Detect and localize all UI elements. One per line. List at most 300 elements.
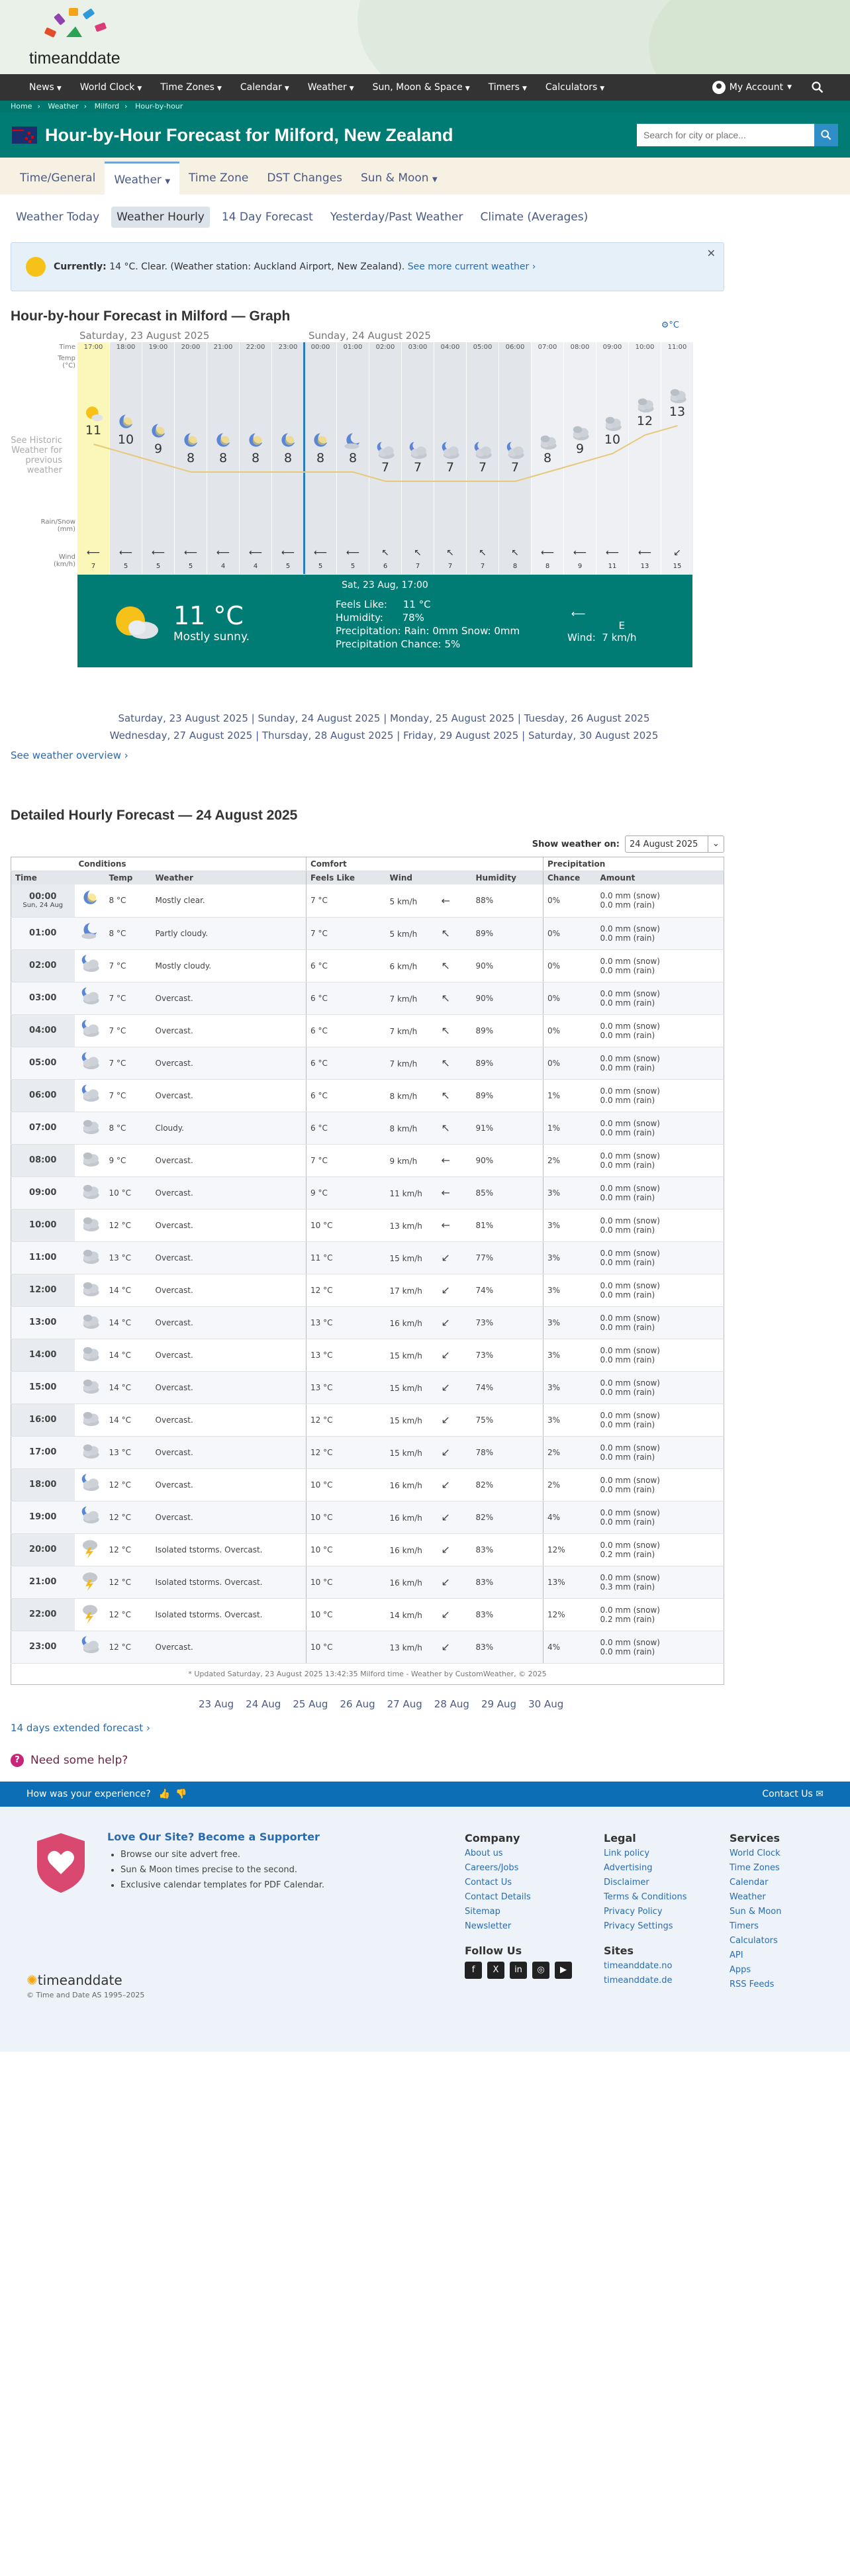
row-wind — [386, 1306, 472, 1339]
date-select[interactable] — [625, 835, 724, 853]
row-humidity: 82% — [472, 1468, 543, 1501]
breadcrumb: Home › Weather › Milford › Hour-by-hour — [0, 101, 850, 113]
tab-dst-changes[interactable]: DST Changes — [267, 171, 342, 185]
row-chance: 0% — [543, 917, 596, 949]
nav-timers[interactable] — [479, 82, 536, 93]
user-icon — [712, 81, 726, 94]
footer-link[interactable]: RSS Feeds — [730, 1979, 775, 1989]
table-row — [11, 917, 724, 949]
table-row — [11, 1436, 724, 1468]
row-time — [11, 1306, 75, 1339]
row-time — [11, 1014, 75, 1047]
row-amount — [596, 982, 724, 1014]
tab-time-zone[interactable]: Time Zone — [189, 171, 249, 185]
youtube-icon[interactable]: ▶ — [555, 1962, 572, 1979]
footer-link[interactable]: Advertising — [604, 1862, 653, 1873]
search-icon[interactable] — [812, 81, 824, 93]
tab-past-weather[interactable]: Yesterday/Past Weather — [330, 211, 463, 224]
row-wind — [386, 1047, 472, 1079]
hour-temp: 10 — [604, 432, 621, 447]
time-value: 20:00 — [29, 1545, 57, 1554]
hour-temp: 8 — [218, 451, 228, 465]
wind-arrow-icon: ⟵ — [281, 548, 295, 558]
row-chance: 3% — [543, 1274, 596, 1306]
title-bar — [0, 113, 850, 158]
col-weather: Weather — [152, 871, 307, 885]
row-amount — [596, 1079, 724, 1112]
footer-link[interactable]: Calendar — [730, 1877, 769, 1887]
facebook-icon[interactable]: f — [465, 1962, 482, 1979]
wind-direction-icon: ← — [441, 1219, 450, 1231]
detail-feels: Feels Like: 11 °C — [336, 598, 431, 610]
tstorm-icon — [75, 1598, 105, 1631]
hour-wind-speed: 5 — [156, 563, 161, 570]
footer-link[interactable]: Calculators — [730, 1935, 778, 1946]
site-logo[interactable] — [26, 7, 146, 69]
footer-link[interactable]: Timers — [730, 1921, 759, 1931]
pager-link[interactable]: 29 Aug — [481, 1697, 517, 1710]
snow-amount: 0.0 mm (snow) — [600, 1378, 660, 1388]
nav-world-clock[interactable] — [71, 82, 152, 93]
thumbs-down-icon[interactable]: 👎 — [175, 1788, 187, 1799]
wind-value: 5 km/h — [389, 896, 418, 906]
help-link[interactable] — [11, 1754, 850, 1767]
hour-wind-speed: 13 — [640, 563, 649, 570]
wind-direction-icon: ↖ — [441, 959, 450, 972]
cloudy-icon — [75, 1176, 105, 1209]
cloudy-icon — [75, 1112, 105, 1144]
wind-value: 17 km/h — [389, 1286, 422, 1296]
nav-label: Sun, Moon & Space — [372, 82, 463, 93]
table-row — [11, 1631, 724, 1663]
wind-value: 7 km/h — [389, 994, 418, 1004]
day-link[interactable]: Tuesday, 26 August 2025 — [524, 712, 650, 724]
cloudy-night-icon — [75, 1501, 105, 1533]
row-wind — [386, 1176, 472, 1209]
row-temp: 14 °C — [105, 1306, 152, 1339]
footer-link[interactable]: Contact Details — [465, 1891, 531, 1902]
row-feels-like: 10 °C — [307, 1533, 386, 1566]
row-feels-like: 6 °C — [307, 1014, 386, 1047]
hour-wind-speed: 8 — [545, 563, 550, 570]
wind-arrow-icon: ⟵ — [216, 548, 230, 558]
search-button[interactable] — [814, 124, 838, 146]
mail-icon: ✉ — [816, 1788, 824, 1799]
footer-link[interactable]: Privacy Settings — [604, 1921, 673, 1931]
row-weather: Overcast. — [152, 1501, 307, 1533]
hour-temp: 9 — [154, 442, 163, 456]
pager-link[interactable]: 26 Aug — [340, 1697, 375, 1710]
hour-wind-speed: 5 — [318, 563, 323, 570]
footer-link[interactable]: About us — [465, 1848, 503, 1858]
search-input[interactable] — [637, 124, 814, 146]
hour-label: 05:00 — [473, 344, 493, 351]
hour-temp: 8 — [283, 451, 293, 465]
footer-link[interactable]: Sun & Moon — [730, 1906, 782, 1917]
breadcrumb-city[interactable]: Milford — [94, 102, 120, 111]
detail-datetime: Sat, 23 Aug, 17:00 — [342, 580, 428, 591]
tab-sun-moon[interactable] — [352, 162, 447, 195]
footer-heading: Legal — [604, 1831, 636, 1844]
footer-link[interactable]: Weather — [730, 1891, 766, 1902]
footer-link[interactable]: Terms & Conditions — [604, 1891, 687, 1902]
cloudy-night-icon — [75, 1468, 105, 1501]
table-row — [11, 1176, 724, 1209]
extended-forecast-link[interactable]: 14 days extended forecast › — [11, 1721, 150, 1734]
col-amount: Amount — [596, 871, 724, 885]
detail-chance: Precipitation Chance: 5% — [336, 638, 461, 650]
time-value: 19:00 — [29, 1512, 57, 1522]
new-zealand-flag-icon — [12, 126, 37, 144]
social-links — [465, 1962, 572, 1979]
nav-time-zones[interactable] — [151, 82, 231, 93]
row-humidity: 83% — [472, 1533, 543, 1566]
row-feels-like: 7 °C — [307, 884, 386, 917]
chevron-down-icon: ▼ — [56, 85, 62, 92]
hour-temp: 8 — [186, 451, 195, 465]
time-value: 10:00 — [29, 1220, 57, 1230]
row-time — [11, 1047, 75, 1079]
row-time — [11, 1274, 75, 1306]
row-weather: Partly cloudy. — [152, 917, 307, 949]
row-label-time: Time — [59, 344, 75, 351]
time-value: 05:00 — [29, 1058, 57, 1068]
thumbs-up-icon[interactable]: 👍 — [158, 1788, 171, 1799]
footer-link[interactable]: Careers/Jobs — [465, 1862, 519, 1873]
cloudy-icon — [75, 1371, 105, 1404]
nav-sun-moon[interactable] — [363, 82, 479, 93]
tab-climate[interactable]: Climate (Averages) — [480, 211, 589, 224]
snow-amount: 0.0 mm (snow) — [600, 956, 660, 966]
row-temp: 14 °C — [105, 1339, 152, 1371]
breadcrumb-home[interactable]: Home — [11, 102, 32, 111]
rain-amount: 0.0 mm (rain) — [600, 1355, 655, 1364]
wind-value: 13 km/h — [389, 1221, 422, 1231]
wind-arrow-icon: ⟵ — [86, 548, 101, 558]
day-link[interactable]: Thursday, 28 August 2025 — [261, 730, 394, 741]
graph-heading: Hour-by-hour Forecast in Milford — Graph — [11, 309, 291, 324]
graph-area[interactable] — [77, 342, 692, 587]
unit-toggle[interactable] — [661, 320, 679, 330]
tab-time-general[interactable]: Time/General — [20, 171, 96, 185]
time-value: 00:00 — [29, 892, 57, 902]
footer-link[interactable]: Contact Us — [465, 1877, 512, 1887]
row-temp: 7 °C — [105, 949, 152, 982]
hour-wind-speed: 5 — [188, 563, 193, 570]
row-humidity: 89% — [472, 917, 543, 949]
logo-icon — [44, 7, 117, 48]
detail-values — [336, 598, 520, 651]
cloudy-night-icon — [75, 982, 105, 1014]
row-feels-like: 12 °C — [307, 1404, 386, 1436]
row-time — [11, 1533, 75, 1566]
time-value: 08:00 — [29, 1155, 57, 1165]
row-weather: Isolated tstorms. Overcast. — [152, 1533, 307, 1566]
nav-right — [712, 81, 850, 94]
search-icon — [821, 130, 831, 140]
footer-link[interactable]: Link policy — [604, 1848, 650, 1858]
more-current-weather-link[interactable]: See more current weather › — [407, 262, 536, 272]
row-temp: 14 °C — [105, 1274, 152, 1306]
footer-link[interactable]: Time Zones — [730, 1862, 780, 1873]
wind-arrow-icon: ↖ — [511, 548, 519, 558]
wind-arrow-icon: ⟵ — [118, 548, 133, 558]
hour-label: 11:00 — [667, 344, 687, 351]
row-temp: 14 °C — [105, 1371, 152, 1404]
row-time — [11, 884, 75, 917]
footer-link[interactable]: Disclaimer — [604, 1877, 649, 1887]
wind-arrow-icon: ⟵ — [571, 608, 595, 620]
my-account-menu[interactable] — [712, 81, 812, 94]
row-time — [11, 1079, 75, 1112]
nav-weather[interactable] — [299, 82, 363, 93]
row-time — [11, 1501, 75, 1533]
footer-link[interactable]: Newsletter — [465, 1921, 512, 1931]
help-label: Need some help? — [30, 1753, 128, 1767]
snow-amount: 0.0 mm (snow) — [600, 1443, 660, 1453]
nav-news[interactable] — [20, 82, 71, 93]
gear-icon: ⚙ — [661, 320, 669, 330]
row-humidity: 83% — [472, 1566, 543, 1598]
tab-weather-today[interactable]: Weather Today — [16, 211, 100, 224]
row-wind — [386, 1371, 472, 1404]
table-row — [11, 1371, 724, 1404]
hour-label: 21:00 — [213, 344, 233, 351]
hour-label: 04:00 — [440, 344, 460, 351]
row-chance: 0% — [543, 884, 596, 917]
footer-link[interactable]: Privacy Policy — [604, 1906, 663, 1917]
day-link[interactable]: Saturday, 30 August 2025 — [528, 730, 659, 741]
row-humidity: 73% — [472, 1339, 543, 1371]
row-temp: 7 °C — [105, 982, 152, 1014]
nav-label: World Clock — [79, 82, 135, 93]
time-value: 18:00 — [29, 1480, 57, 1490]
tab-weather[interactable] — [105, 162, 179, 195]
wind-value: 15 km/h — [389, 1384, 422, 1393]
current-text: 14 °C. Clear. (Weather station: Auckland Airport, New Zealand). — [109, 262, 405, 272]
table-body — [11, 884, 724, 1663]
row-wind — [386, 1274, 472, 1306]
hour-wind-speed: 7 — [91, 563, 96, 570]
contact-us-link[interactable] — [762, 1789, 824, 1799]
hour-temp: 7 — [478, 460, 487, 475]
row-weather: Overcast. — [152, 1047, 307, 1079]
mostly-sunny-icon — [111, 601, 161, 641]
wind-value: 11 km/h — [389, 1189, 422, 1198]
wind-arrow-icon: ↙ — [673, 548, 681, 558]
row-feels-like: 9 °C — [307, 1176, 386, 1209]
footer-link[interactable]: Apps — [730, 1964, 751, 1975]
cloudy-night-icon — [75, 1014, 105, 1047]
row-wind — [386, 917, 472, 949]
chevron-down-icon: ⌄ — [708, 836, 724, 852]
footer-link[interactable]: API — [730, 1950, 743, 1960]
feedback-question: How was your experience? — [26, 1788, 151, 1799]
pager-link[interactable]: 24 Aug — [246, 1697, 281, 1710]
instagram-icon[interactable]: ◎ — [532, 1962, 549, 1979]
snow-amount: 0.0 mm (snow) — [600, 1086, 660, 1096]
row-time — [11, 1209, 75, 1241]
footer-heading: Sites — [604, 1944, 634, 1957]
pager-link[interactable]: 27 Aug — [387, 1697, 422, 1710]
hour-label: 02:00 — [375, 344, 395, 351]
row-amount — [596, 1241, 724, 1274]
day-link[interactable]: Sunday, 24 August 2025 — [258, 712, 381, 724]
wind-value: 13 km/h — [389, 1643, 422, 1652]
linkedin-icon[interactable]: in — [510, 1962, 527, 1979]
row-humidity: 78% — [472, 1436, 543, 1468]
pager-link[interactable]: 25 Aug — [293, 1697, 328, 1710]
hour-detail-panel — [77, 575, 692, 667]
row-humidity: 90% — [472, 982, 543, 1014]
group-empty — [11, 857, 75, 871]
wind-value: 16 km/h — [389, 1513, 422, 1523]
wind-direction-icon: ← — [441, 1154, 450, 1167]
footer-link[interactable]: World Clock — [730, 1848, 780, 1858]
hour-wind-speed: 8 — [512, 563, 518, 570]
col-feels-like: Feels Like — [307, 871, 386, 885]
page-title: Hour-by-Hour Forecast for Milford, New Zealand — [45, 124, 453, 145]
contact-label: Contact Us — [762, 1788, 813, 1799]
footer-link[interactable]: timeanddate.no — [604, 1960, 673, 1971]
hour-temp: 12 — [636, 414, 653, 428]
breadcrumb-weather[interactable]: Weather — [48, 102, 79, 111]
row-weather: Cloudy. — [152, 1112, 307, 1144]
time-value: 17:00 — [29, 1447, 57, 1457]
pager-link[interactable]: 30 Aug — [528, 1697, 564, 1710]
table-row — [11, 1274, 724, 1306]
hour-label: 10:00 — [635, 344, 655, 351]
row-wind — [386, 1598, 472, 1631]
row-weather: Overcast. — [152, 982, 307, 1014]
snow-amount: 0.0 mm (snow) — [600, 1572, 660, 1582]
detail-desc: Mostly sunny. — [173, 630, 250, 644]
snow-amount: 0.0 mm (snow) — [600, 1021, 660, 1031]
supporter-title[interactable]: Love Our Site? Become a Supporter — [107, 1830, 320, 1843]
hour-label: 01:00 — [343, 344, 363, 351]
row-label-rain: Rain/Snow (mm) — [40, 518, 75, 533]
row-wind — [386, 1566, 472, 1598]
hour-label: 07:00 — [538, 344, 557, 351]
see-weather-overview-link[interactable]: See weather overview › — [11, 749, 128, 761]
tab-14-day-forecast[interactable]: 14 Day Forecast — [221, 211, 313, 224]
time-value: 12:00 — [29, 1285, 57, 1295]
time-value: 23:00 — [29, 1642, 57, 1652]
row-time — [11, 1566, 75, 1598]
row-humidity: 85% — [472, 1176, 543, 1209]
row-temp: 7 °C — [105, 1079, 152, 1112]
rain-amount: 0.0 mm (rain) — [600, 1225, 655, 1235]
time-value: 15:00 — [29, 1382, 57, 1392]
day-link[interactable]: Wednesday, 27 August 2025 — [109, 730, 253, 741]
row-chance: 2% — [543, 1468, 596, 1501]
row-chance: 2% — [543, 1144, 596, 1176]
close-icon[interactable]: ✕ — [706, 247, 716, 260]
wind-arrow-icon: ⟵ — [151, 548, 165, 558]
footer-company — [465, 1831, 572, 1979]
nav-label: News — [29, 82, 54, 93]
supporter-benefit: • Sun & Moon times precise to the second. — [120, 1865, 324, 1875]
time-value: 02:00 — [29, 961, 57, 971]
x-icon[interactable]: X — [487, 1962, 504, 1979]
day-link[interactable]: Monday, 25 August 2025 — [390, 712, 515, 724]
cloudy-night-icon — [75, 1079, 105, 1112]
pager-link[interactable]: 23 Aug — [199, 1697, 234, 1710]
day-link[interactable]: Saturday, 23 August 2025 — [118, 712, 248, 724]
wind-arrow-icon: ⟵ — [183, 548, 198, 558]
wind-value: 16 km/h — [389, 1319, 422, 1328]
my-account-label: My Account — [729, 82, 784, 93]
row-feels-like: 13 °C — [307, 1371, 386, 1404]
snow-amount: 0.0 mm (snow) — [600, 988, 660, 998]
row-temp: 14 °C — [105, 1404, 152, 1436]
wind-value: 5 km/h — [389, 930, 418, 939]
current-weather-banner — [11, 242, 724, 291]
row-feels-like: 10 °C — [307, 1566, 386, 1598]
hour-label: 00:00 — [310, 344, 330, 351]
rain-amount: 0.0 mm (rain) — [600, 900, 655, 910]
row-wind — [386, 1404, 472, 1436]
snow-amount: 0.0 mm (snow) — [600, 1540, 660, 1550]
footer-link[interactable]: Sitemap — [465, 1906, 500, 1917]
row-feels-like: 10 °C — [307, 1209, 386, 1241]
historic-weather-link[interactable]: See Historic Weather for previous weather — [11, 436, 62, 475]
table-row — [11, 1468, 724, 1501]
wind-direction-icon: ↖ — [441, 1121, 450, 1134]
hour-temp: 13 — [669, 405, 686, 419]
section-nav — [0, 158, 850, 195]
row-temp: 12 °C — [105, 1209, 152, 1241]
row-humidity: 90% — [472, 949, 543, 982]
tab-weather-hourly[interactable]: Weather Hourly — [111, 207, 210, 228]
detailed-heading-wrap — [11, 808, 850, 824]
wind-arrow-icon: ↖ — [446, 548, 454, 558]
cloudy-night-icon — [75, 1047, 105, 1079]
pager-link[interactable]: 28 Aug — [434, 1697, 469, 1710]
row-temp: 7 °C — [105, 1047, 152, 1079]
site-header — [0, 0, 850, 74]
detail-wind-speed: Wind: 7 km/h — [567, 632, 637, 644]
hour-temp: 10 — [117, 432, 134, 447]
table-row — [11, 1209, 724, 1241]
row-temp: 13 °C — [105, 1436, 152, 1468]
row-time — [11, 1598, 75, 1631]
day-link[interactable]: Friday, 29 August 2025 — [403, 730, 519, 741]
wind-direction-icon: ↖ — [441, 927, 450, 939]
footer-link[interactable]: timeanddate.de — [604, 1975, 673, 1985]
wind-direction-icon: ← — [441, 894, 450, 907]
nav-label: Calendar — [240, 82, 282, 93]
nav-calculators[interactable] — [536, 82, 614, 93]
row-humidity: 88% — [472, 884, 543, 917]
row-chance: 4% — [543, 1631, 596, 1663]
chevron-down-icon: ▼ — [349, 85, 354, 92]
hour-wind-speed: 4 — [253, 563, 258, 570]
nav-calendar[interactable] — [231, 82, 299, 93]
cloudy-icon — [75, 1306, 105, 1339]
row-wind — [386, 1144, 472, 1176]
row-humidity: 90% — [472, 1144, 543, 1176]
hour-temp: 8 — [348, 451, 357, 465]
show-weather-on — [0, 835, 724, 853]
footer-heading: Services — [730, 1831, 780, 1844]
unit-label: °C — [669, 320, 679, 330]
snow-amount: 0.0 mm (snow) — [600, 924, 660, 933]
group-precipitation: Precipitation — [543, 857, 724, 871]
row-feels-like: 6 °C — [307, 1079, 386, 1112]
footer-logo[interactable] — [26, 1972, 122, 1988]
row-humidity: 89% — [472, 1047, 543, 1079]
